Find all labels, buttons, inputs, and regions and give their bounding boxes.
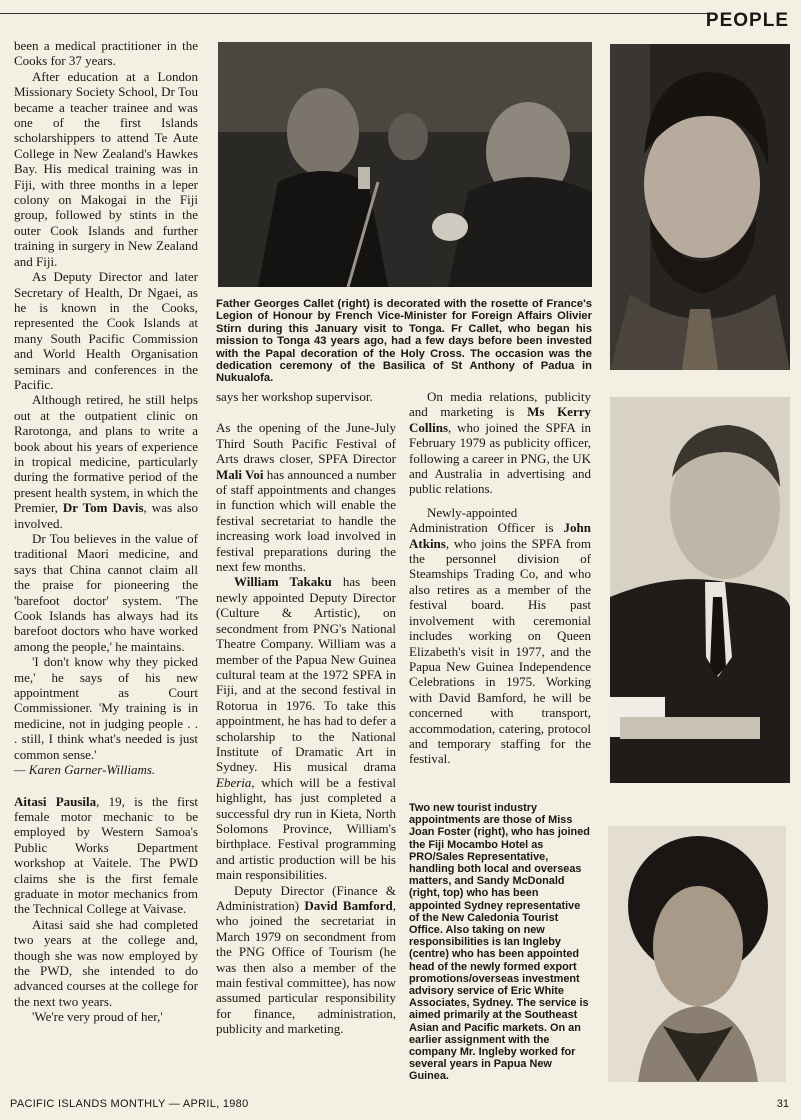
paragraph: Dr Tou believes in the value of traditional Maori medicine, and says that China cannot claim all the praise for pioneering the 'barefoot doctor' system. 'The Cook Islands has always had its barefoot doctors who have worked among the people,' he maintains. [14,531,198,654]
title-eberia: Eberia [216,774,252,790]
name-tom-davis: Dr Tom Davis [62,500,144,516]
text: has been newly appointed Deputy Director (Culture & Artistic), on secondment from PNG's National Theatre Company. William was a member of the Papua New Guinea cultural team at the 1972 SPFA in Fiji, and at the second festival in Rotorua in 1976. To take this appointment, he has had to defer a scholarship to the National Institute of Dramatic Art in Sydney. His musical drama [216,574,396,775]
text: , 19, is the first female motor mechanic to be employed by Western Samoa's Public Works Department workshop at Vaitele. The PWD claims she is the first female graduate in motor mechanics from the Technical College at Vaivase. [14,793,198,917]
paragraph [216,574,396,882]
paragraph: says her workshop supervisor. [216,389,373,404]
name-david-bamford: David Bamford [304,898,393,913]
photo-caption-bottom: Two new tourist industry appointments are those of Miss Joan Foster (right), who has joined the Fiji Mocambo Hotel as PRO/Sales Representative, handling both local and overseas matters, and Sandy McDonald (right, top) who has been appointed Sydney representative of the New Caledonia Tourist Office. Also taking on new responsibilities is Ian Ingleby (centre) who has been appointed head of the newly formed export promotions/overseas investment advisory service of Eric White Associates, Sydney. The service is aimed primarily at the Southeast Asian and Pacific markets. On an earlier assignment with the company Mr. Ingleby worked for several years in Papua New Guinea. [409,802,590,1083]
article-column-2 [216,389,396,1037]
name-william-takaku: William Takaku [234,574,332,590]
header-rule [0,13,712,14]
name-mali-voi: Mali Voi [216,466,264,482]
portrait-joan-foster [608,826,786,1082]
portrait-sandy-mcdonald [610,44,790,370]
paragraph: 'I don't know why they picked me,' he says of his new appointment as Court Commissioner. 'My training is in medicine, not in judging people . . . still, I think what's needed is just common sense.' [14,654,198,762]
paragraph: 'We're very proud of her,' [32,1009,163,1025]
text: has announced a number of staff appointments and changes in function which will enable the festival secretariat to handle the increasing work load involved in festival preparations during the next few months. [216,466,396,575]
paragraph: As Deputy Director and later Secretary of Health, Dr Ngaei, as he is known in the Cooks, represented the Cook Islands at many South Pacific Commission and World Health Organisation seminars and conferences in the Pacific. [14,269,198,392]
name-kerry-collins: Ms Kerry Collins [409,404,591,435]
paragraph [14,794,198,917]
text: Although retired, he still helps out at the outpatient clinic on Rarotonga, and plans to write a book about his years of experience in tropical medicine, particularly during the formative period of the present health system, in which the Premier, [14,392,198,516]
text: , was also involved. [14,500,198,531]
text: , who joined the secretariat in March 1979 on secondment from the PNG Office of Tourism (he was then also a member of the main festival committee), has now assumed particular responsibility for finance, administration, publicity and marketing. [216,898,397,1037]
text: Deputy Director (Finance & Administration) [216,882,396,913]
article-column-1 [14,38,198,1025]
photo-caption-top: Father Georges Callet (right) is decorated with the rosette of France's Legion of Honour by French Vice-Minister for Foreign Affairs Olivier Stirn during this January visit to Tonga. Fr Callet, who began his mission to Tonga 43 years ago, had a few days before been invested with the Papal decoration of the Holy Cross. The occasion was the dedication ceremony of the Basilica of St Anthony of Padua in Nukualofa. [216,298,592,385]
footer-publication: PACIFIC ISLANDS MONTHLY — APRIL, 1980 [10,1098,249,1110]
paragraph: Aitasi said she had completed two years at the college and, though she was now employed by the PWD, she intended to do advanced courses at the college for the next two years. [14,916,198,1009]
text: On media relations, publicity and marketing is [409,389,591,420]
paragraph [216,420,396,574]
text: , who joins the SPFA from the personnel division of Steamships Trading Co, and who also retires as a member of the festival board. His past involvement with ceremonial includes working on Queen Elizabeth's visit in 1977, and the Papua New Guinea Independence Celebrations in 1975. Working with David Bamford, he will be concerned with transport, accommodation, catering, protocol and temporary staffing for the festival. [409,535,591,767]
text: , who joined the SPFA in February 1979 as publicity officer, following a career in PNG, the UK and Australia in advertising and public relations. [409,419,591,497]
paragraph: After education at a London Missionary Society School, Dr Tou became a teacher trainee and was one of the first Islands scholarshippers to attend Te Aute College in New Zealand's Hawkes Bay. His medical training was in Fiji, with three months in a leper colony on Makogai in the Fiji group, followed by stints in the outer Cook Islands and further training in surgery in New Zealand and Fiji. [14,68,198,269]
paragraph [216,883,396,1037]
paragraph: been a medical practitioner in the Cooks for 37 years. [14,38,198,69]
photo-legion-of-honour-ceremony [218,42,592,287]
page-number: 31 [776,1098,789,1110]
paragraph [409,389,591,497]
portrait-ian-ingleby [610,397,790,783]
name-aitasi-pausila: Aitasi Pausila [14,793,97,809]
article-column-3 [409,389,591,767]
byline: — Karen Garner-Williams. [14,762,156,778]
text: As the opening of the June-July Third South Pacific Festival of Arts draws closer, SPFA Director [216,420,396,467]
paragraph [14,392,198,531]
name-john-atkins: John Atkins [409,520,591,551]
paragraph [409,505,591,767]
text: , which will be a festival highlight, has just completed a successful dry run in Kieta, North Solomons Province, William's birthplace. Festival programming and artistic production will be his main responsibilities. [216,774,396,883]
text: Newly-appointed Administration Officer is [409,504,564,536]
section-title: PEOPLE [705,10,789,31]
